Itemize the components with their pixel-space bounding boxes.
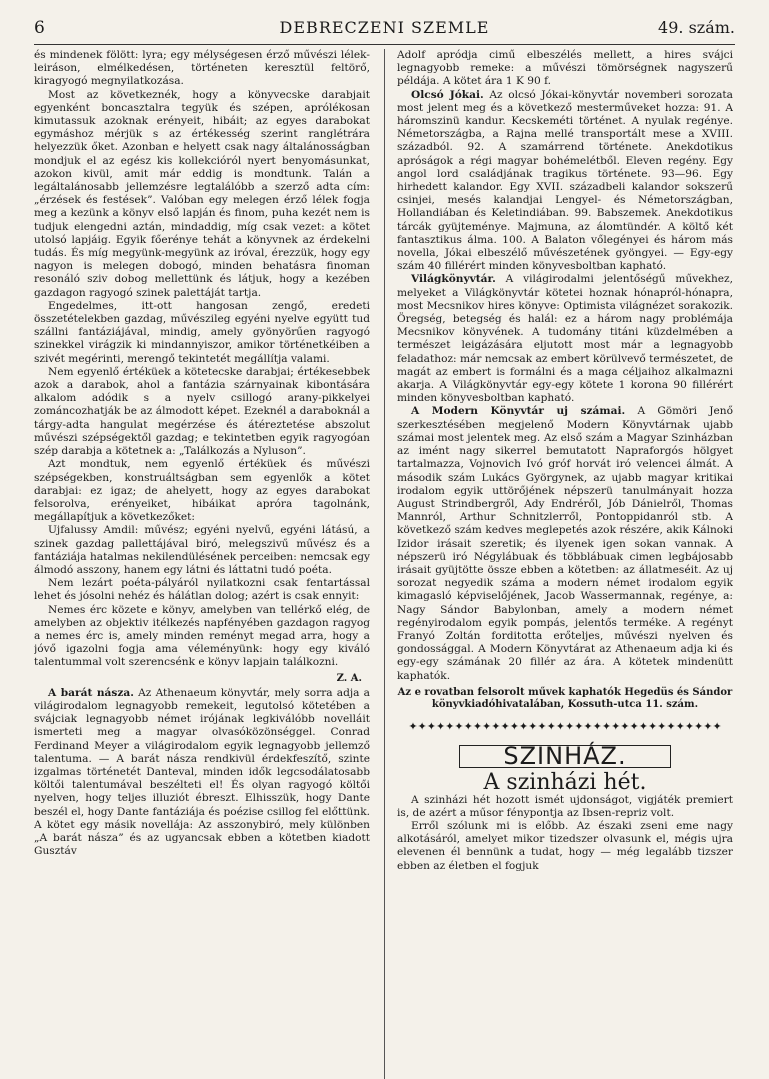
review-text: A Gömöri Jenő szerkesztésében megjelenő Modern Könyvtárnak ujabb számai most jelentek meg. Az első szám a Magyar Szinházban az imént nagy sikerrel bemutatott Napraforgós hölgyet tartalmazza, Vojnovich Ivó gróf horvát iró velencei álmát. A második szám Lukács Györgynek, az ujabb magyar kritikai irodalom egyik uttörőjének népszerü tanulmányait hozza August Strindbergről, Ady Endréről, Jób Dánielről, Thomas Mannról, Arthur Schnitzlerről, Pontoppidanról stb. A következő szám kedves meglepetés azok részére, akik Kálnoki Izidor irásait szeretik; és ilyenek igen sokan vannak. A népszerü iró Négylábuak és többlábuak cimen legbájosabb irásait gyüjtötte össze ebben a kötetben: az állatmeséit. Az uj sorozat negyedik száma a modern német irodalom egyik kimagasló képviselőjének, Jacob Wassermannak, regénye, a: Nagy Sándor Babylonban, amely a modern német regényirodalom egyik pompás, jelentős terméke. A regényt Franyó Zoltán forditotta erőteljes, művészi nyelven és gondossággal. A Modern Könyvtárat az Athenaeum adja ki és egy-egy számának 20 fillér az ára. A kötetek mindenütt kaphatók. xyxy=(397,405,733,682)
paragraph: és mindenek fölött: lyra; egy mélységesen érző művészi lélek-leiráson, elmélkedésen, történeten keresztül feltörő, kiragyogó megnyilatkozása. xyxy=(34,49,370,88)
issue-number: 49. szám. xyxy=(658,18,735,37)
page-number: 6 xyxy=(34,18,45,38)
journal-title: DEBRECZENI SZEMLE xyxy=(279,18,490,37)
columns xyxy=(34,49,735,1079)
paragraph: Nem egyenlő értéküek a kötetecske darabjai; értékesebbek azok a darabok, ahol a fantázia szárnyainak kibontására alkalom adódik s a nyelv csillogó arany-pikkelyei zománcozhatják be az álmodott képet. Ezeknél a daraboknál a tárgy-adta hangulat megérzése és átéreztetése abszolut művészi szépségektől gazdag; e tekintetben egyik ragyogóan szép darabja a kötetnek a: „Találkozás a Nyluson”. xyxy=(34,365,370,458)
paragraph: A szinházi hét hozott ismét ujdonságot, vigjáték premiert is, de azért a műsor fénypontja az Ibsen-repriz volt. xyxy=(397,793,733,819)
paragraph: Erről szólunk mi is előbb. Az északi zseni eme nagy alkotásáról, amelyet mikor tizedszer olvasunk el, mégis ujra elevenen él bennünk a tudat, hogy — még legalább tizszer ebben az életben el fogjuk xyxy=(397,819,733,872)
review-paragraph xyxy=(397,405,733,682)
section-title: SZINHÁZ. xyxy=(459,745,671,768)
paragraph: Azt mondtuk, nem egyenlő értéküek és művészi szépségekben, konstruáltságban sem egyenlők a kötet darabjai: ez igaz; de ahelyett, hogy az egyes darabokat felsorolva, erényeiket, hibáikat apróra tagolnánk, megállapítjuk a következőket: xyxy=(34,458,370,524)
paragraph: Nem lezárt poéta-pályáról nyilatkozni csak fentartással lehet és jósolni nehéz és hálátlan dolog; azért is csak ennyit: xyxy=(34,577,370,603)
paragraph: Most az következnék, hogy a könyvecske darabjait egyenként boncasztalra tegyük és szépen, aprólékosan kimutassuk azoknak erényeit, hibáit; az egyes darabokat egymáshoz mérjük s az értékesség szerint ranglétrára helyezzük őket. Azonban e helyett csak nagy általánosságban mondjuk el az egész kis kollekcióról nyert benyomásunkat, azokon kivül, amit már eddig is mondtunk. Talán a legáltalánosabb jellemzésre legtalálóbb a szerző adta cím: „érzések és festések”. Valóban egy melegen érző lélek fogja meg a kezünk a könyv első lapján és finom, puha kezét nem is tudjuk elengedni aztán, mindaddig, míg csak vezet: a kötet utolsó lapjáig. Egyik főerénye tehát a könyvnek az érdekelni tudás. És míg megyünk-megyünk az iróval, érezzük, hogy egy nagyon is melegen dobogó, minden behatásra finoman resonáló sziv dobog mellettünk és látjuk, hogy a kezében gazdagon ragyogó szinek palettáját tartja. xyxy=(34,88,370,299)
paragraph: Nemes érc közete e könyv, amelyben van tellérkő elég, de amelyben az objektiv itélkezés napfényében gazdagon ragyog a nemes érc is, amely minden reményt megad arra, hogy a jóvő igazolni fogja ama véleményünk: hogy egy kiváló talentummal volt szerencsénk e könyv lapjain találkozni. xyxy=(34,603,370,669)
review-heading: A barát násza. xyxy=(48,686,134,699)
paragraph: Ujfalussy Amdil: művész; egyéni nyelvű, egyéni látású, a szinek gazdag pallettájával biró, melegszivű művész és a fantáziája hatalmas nekilendülésének perceiben: nemcsak egy álmodó asszony, hanem egy látni és láttatni tudó poéta. xyxy=(34,524,370,576)
review-paragraph xyxy=(397,89,733,274)
section-subheading: A szinházi hét. xyxy=(483,770,647,796)
review-heading: Világkönyvtár. xyxy=(411,273,496,286)
right-column xyxy=(397,49,733,1079)
review-paragraph xyxy=(34,687,370,859)
review-heading: Olcsó Jókai. xyxy=(411,88,484,101)
paragraph: Adolf apródja cimű elbeszélés mellett, a hires svájci legnagyobb remeke: a művészi tömörségnek nagyszerű példája. A kötet ára 1 K 90 f. xyxy=(397,49,733,88)
signature: Z. A. xyxy=(336,672,362,684)
review-text: A világirodalmi jelentőségű művekhez, melyeket a Világkönyvtár kötetei hoznak hónapról-hónapra, most Mecsnikov hires könyve: Optimista világnézet sorakozik. Öregség, betegség és halál: ez a három nagy problémája Mecsnikov könyvének. A tudomány titáni küzdelmében a természet leigázására eljutott most már a legnagyobb feladathoz: már nemcsak az embert körülvevő természetet, de magát az embert is formálni és a maga céljaihoz alkalmazni akarja. A Világkönyvtár egy-egy kötete 1 korona 90 fillérért minden könyvesboltban kapható. xyxy=(397,273,733,405)
review-text: Az olcsó Jókai-könyvtár novemberi sorozata most jelent meg és a következő mesterműveket hozza: 91. A háromszinü kandur. Kecskeméti történet. A nyulak regénye. Németországba, a Rajna mellé transportált mese a XVIII. századból. 92. A szamárrend története. Anekdotikus apróságok a régi magyar bohémelétből. Eleven regény. Egy angol lord családjának tragikus története. 93—96. Egy hirhedett kalandor. Egy XVII. századbeli kalandor sokszerű csinjei, mesés kalandjai Lengyel- és Németországban, Hollandiában és Keletindiában. 99. Babszemek. Anekdotikus tárcák gyüjteménye. Majmuna, az álomtündér. A költő két fantasztikus álma. 100. A Balaton vőlegényei és három más novella, Jókai elbeszélő művészetének gyöngyei. — Egy-egy szám 40 fillérért minden könyvesboltban kapható. xyxy=(397,88,733,273)
column-divider xyxy=(384,49,385,1079)
review-heading: A Modern Könyvtár uj számai. xyxy=(411,405,626,418)
page-header xyxy=(34,16,735,45)
paragraph: Engedelmes, itt-ott hangosan zengő, eredeti összetételekben gazdag, művészileg egyéni nyelve együtt tud szállni fantáziájával, mindig, amely gyönyörűen ragyogó szinekkel virágzik ki mindannyiszor, amikor történetkéiben a szivét megérinti, merengő tekintetét megállítja valami. xyxy=(34,299,370,365)
review-paragraph xyxy=(397,273,733,405)
ornament-divider: ✦✦✦✦✦✦✦✦✦✦✦✦✦✦✦✦✦✦✦✦✦✦✦✦✦✦✦✦✦✦✦✦✦✦ xyxy=(408,719,722,733)
left-column xyxy=(34,49,370,1079)
bookstore-notice: Az e rovatban felsorolt művek kaphatók Hegedüs és Sándor könyvkiadóhivatalában, Kossuth-utca 11. szám. xyxy=(397,686,733,711)
review-text: Az Athenaeum könyvtár, mely sorra adja a világirodalom legnagyobb remekeit, legutolsó kötetében a svájciak legnagyobb német irójának legkiválóbb novelláit ismerteti meg a magyar olvasóközönséggel. Conrad Ferdinand Meyer a világirodalom egyik legnagyobb jellemző talentuma. — A barát násza rendkivül érdekfeszítő, szinte izgalmas történetét Danteval, minden idők legcsodálatosabb költői talentumával beszélteti el! És olyan ragyogó költői nyelven, hogy teljes illuziót ébreszt. Elhisszük, hogy Dante beszél el, hogy Dante fantáziája és poézise csillog fel előttünk. A kötet egy másik novellája: Az asszonybiró, mely különben „A barát násza” és az ugyancsak ebben a kötetben kiadott Gusztáv xyxy=(34,686,370,858)
